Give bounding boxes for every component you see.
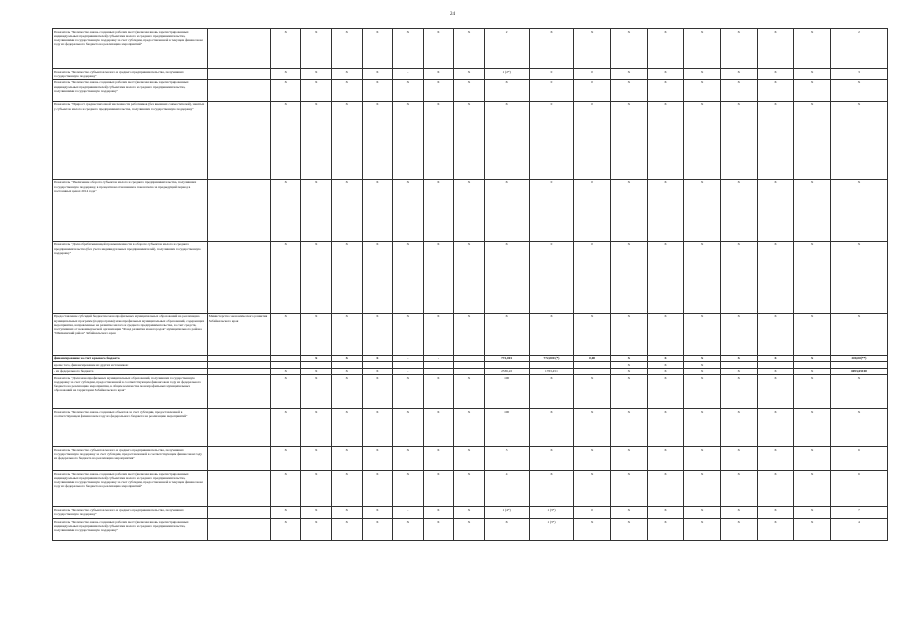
table-cell: X: [720, 507, 757, 519]
table-cell: X: [529, 409, 574, 447]
table-cell: 0: [574, 507, 611, 519]
table-cell: X: [794, 368, 831, 374]
table-cell: -: [393, 507, 424, 519]
table-cell: X: [647, 409, 684, 447]
table-cell: X: [301, 355, 332, 361]
row-description: Показатель "Количество вновь созданных рабочих мест (включая вновь зарегистрированных индивидуальных предпринимателей) субъектами малого и среднего предпринимательства, получившими государственную поддержку за счет субсидии, предоставленной в текущем финансовом году из федерального бюджета на реализацию мероприятий": [53, 471, 208, 507]
table-cell: X: [610, 507, 647, 519]
table-cell: X: [331, 241, 362, 313]
table-cell: 1763,451: [529, 368, 574, 374]
row-description: Показатель "Увеличение оборота субъектов малого и среднего предпринимательства, получивших государственную поддержку, в процентном отношении к показателю за предыдущий период в постоянных ценах 2014 года": [53, 179, 208, 241]
table-cell: X: [423, 507, 454, 519]
table-cell: X: [720, 355, 757, 361]
table-cell: X: [301, 375, 332, 409]
table-cell: X: [720, 313, 757, 355]
table-cell: X: [423, 241, 454, 313]
table-cell: X: [270, 101, 301, 179]
table-cell: X: [362, 101, 393, 179]
row-description: Показатель "Прирост среднесписочной численности работников (без внешних совместителей), занятых у субъектов малого и среднего предпринимательства, получивших государственную поддержку": [53, 101, 208, 179]
table-cell: X: [331, 179, 362, 241]
table-cell: X: [484, 313, 529, 355]
table-cell: X: [610, 355, 647, 361]
table-cell: X: [393, 101, 424, 179]
table-cell: 3: [484, 447, 529, 471]
row-description: финансирование за счет краевого бюджета: [53, 355, 208, 361]
table-cell: X: [331, 29, 362, 69]
table-cell: X: [610, 79, 647, 101]
table-cell: X: [423, 179, 454, 241]
table-cell: X: [393, 471, 424, 507]
table-cell: X: [757, 471, 794, 507]
table-cell: X: [270, 29, 301, 69]
table-cell: X: [423, 375, 454, 409]
table-cell: X: [270, 375, 301, 409]
table-cell: X: [830, 313, 887, 355]
table-cell: X: [423, 447, 454, 471]
table-cell: X: [757, 29, 794, 69]
table-cell: X: [454, 409, 485, 447]
table-cell: X: [529, 375, 574, 409]
table-cell: X: [647, 447, 684, 471]
table-cell: X: [331, 375, 362, 409]
table-cell: X: [684, 471, 721, 507]
row-description: Показатель "Доля обрабатывающей промышленности в обороте субъектов малого и среднего предпринимательства (без учета индивидуальных предпринимателей), получивших государственную поддержку": [53, 241, 208, 313]
table-cell: X: [393, 241, 424, 313]
table-cell: X: [610, 409, 647, 447]
table-cell: X: [794, 355, 831, 361]
table-cell: X: [830, 409, 887, 447]
table-cell: X: [301, 447, 332, 471]
table-row: [53, 519, 888, 541]
table-cell: X: [423, 29, 454, 69]
row-description: Показатель "Количество субъектов малого и среднего предпринимательства, получивших государственную поддержку": [53, 507, 208, 519]
table-cell: X: [757, 313, 794, 355]
table-cell: X: [684, 355, 721, 361]
table-cell: X: [484, 241, 529, 313]
table-row: [53, 375, 888, 409]
table-cell: X: [610, 447, 647, 471]
table-cell: X: [647, 29, 684, 69]
table-cell: X: [270, 519, 301, 541]
table-row: [53, 29, 888, 69]
table-cell: X: [362, 241, 393, 313]
table-cell: X: [484, 101, 529, 179]
table-cell: X: [794, 69, 831, 80]
table-cell: 4: [484, 471, 529, 507]
table-cell: X: [720, 29, 757, 69]
table-cell: X: [301, 179, 332, 241]
table-cell: X: [684, 79, 721, 101]
table-cell: X: [794, 519, 831, 541]
table-cell: X: [454, 375, 485, 409]
table-cell: X: [647, 355, 684, 361]
table-cell: X: [574, 409, 611, 447]
table-cell: 1 (3*): [529, 519, 574, 541]
table-cell: X: [529, 313, 574, 355]
table-cell: X: [720, 79, 757, 101]
table-cell: X: [331, 79, 362, 101]
responsible-executor: [207, 447, 270, 471]
table-cell: X: [610, 519, 647, 541]
responsible-executor: [207, 409, 270, 447]
table-cell: X: [757, 368, 794, 374]
table-cell: X: [362, 179, 393, 241]
table-cell: X: [270, 179, 301, 241]
table-cell: X: [362, 375, 393, 409]
table-cell: X: [423, 519, 454, 541]
table-cell: X: [757, 409, 794, 447]
table-cell: X: [647, 519, 684, 541]
table-cell: X: [393, 79, 424, 101]
table-cell: X: [610, 368, 647, 374]
table-cell: X: [393, 447, 424, 471]
table-cell: X: [301, 368, 332, 374]
table-cell: X: [610, 375, 647, 409]
table-cell: X: [647, 368, 684, 374]
table-cell: X: [647, 507, 684, 519]
table-cell: X: [270, 79, 301, 101]
table-cell: 4693,65100: [830, 368, 887, 374]
table-cell: -: [393, 355, 424, 361]
table-cell: X: [684, 519, 721, 541]
responsible-executor: [207, 519, 270, 541]
responsible-executor: [207, 69, 270, 80]
table-cell: X: [610, 101, 647, 179]
table-cell: X: [757, 447, 794, 471]
table-cell: X: [647, 79, 684, 101]
row-description: Показатель "Количество вновь созданных рабочих мест (включая вновь зарегистрированных индивидуальных предпринимателей) субъектами малого и среднего предпринимательства, получившими государственную поддержку": [53, 79, 208, 101]
table-cell: X: [331, 69, 362, 80]
table-cell: X: [362, 409, 393, 447]
page-number: 24: [450, 12, 455, 17]
table-cell: X: [647, 362, 684, 368]
table-cell: 200,00(**): [830, 355, 887, 361]
table-cell: X: [684, 69, 721, 80]
table-cell: X: [331, 507, 362, 519]
table-cell: X: [393, 179, 424, 241]
table-cell: X: [720, 179, 757, 241]
table-cell: X: [684, 368, 721, 374]
table-cell: X: [331, 313, 362, 355]
table-cell: X: [757, 375, 794, 409]
table-cell: X: [423, 409, 454, 447]
table-cell: X: [301, 29, 332, 69]
table-cell: X: [720, 375, 757, 409]
table-cell: 0: [574, 241, 611, 313]
table-cell: 2: [484, 29, 529, 69]
table-cell: X: [423, 101, 454, 179]
table-cell: X: [423, 471, 454, 507]
table-cell: X: [794, 471, 831, 507]
table-cell: 772,000 (*): [529, 355, 574, 361]
table-cell: X: [331, 447, 362, 471]
table-cell: X: [393, 519, 424, 541]
table-cell: 1 (3*): [529, 507, 574, 519]
table-cell: X: [830, 101, 887, 179]
table-cell: X: [830, 241, 887, 313]
table-cell: X: [331, 355, 362, 361]
table-cell: X: [684, 179, 721, 241]
table-cell: X: [362, 519, 393, 541]
table-cell: X: [454, 79, 485, 101]
table-cell: X: [529, 471, 574, 507]
table-row: [53, 179, 888, 241]
table-cell: 0,00: [574, 355, 611, 361]
table-cell: X: [610, 362, 647, 368]
row-description: Показатель "Количество субъектов малого и среднего предпринимательства, получивших государственную поддержку": [53, 69, 208, 80]
row-description: Показатель "Количество субъектов малого и среднего предпринимательства, получивших государственную поддержку за счет субсидии, предоставленной в соответствующем финансовом году из федерального бюджета на реализацию мероприятия": [53, 447, 208, 471]
row-description: Показатель "Доля монопрофильных муниципальных образований, получивших государственную поддержку за счет субсидии, предоставленной в соответствующем финансовом году из федерального бюджета на реализацию мероприятия, в общем количестве монопрофильных муниципальных образований на территории Забайкальского края": [53, 375, 208, 409]
table-cell: -: [423, 355, 454, 361]
row-description: Показатель "Количество вновь созданных объектов за счет субсидии, предоставленной в соответствующем финансовом году из федерального бюджета на реализацию мероприятий": [53, 409, 208, 447]
table-cell: X: [647, 179, 684, 241]
table-cell: X: [362, 69, 393, 80]
table-cell: X: [484, 79, 529, 101]
table-cell: X: [720, 101, 757, 179]
table-row: [53, 313, 888, 355]
table-cell: 0: [529, 101, 574, 179]
table-cell: X: [270, 313, 301, 355]
table-row: [53, 79, 888, 101]
table-cell: 772,001: [484, 355, 529, 361]
table-cell: X: [757, 355, 794, 361]
table-cell: X: [301, 241, 332, 313]
table-cell: X: [362, 447, 393, 471]
table-cell: X: [794, 313, 831, 355]
responsible-executor: [207, 101, 270, 179]
table-cell: X: [647, 313, 684, 355]
table-cell: 7: [830, 507, 887, 519]
table-cell: X: [393, 313, 424, 355]
table-cell: X: [454, 447, 485, 471]
table-cell: X: [270, 507, 301, 519]
table-row: [53, 471, 888, 507]
table-cell: X: [684, 409, 721, 447]
table-cell: X: [720, 447, 757, 471]
table-cell: X: [454, 313, 485, 355]
table-cell: X: [331, 471, 362, 507]
table-cell: 0: [529, 69, 574, 80]
table-cell: X: [794, 409, 831, 447]
table-cell: X: [393, 375, 424, 409]
table-cell: X: [720, 409, 757, 447]
table-cell: X: [610, 69, 647, 80]
table-cell: X: [454, 507, 485, 519]
table-cell: X: [362, 29, 393, 69]
table-cell: X: [684, 241, 721, 313]
table-cell: X: [529, 29, 574, 69]
table-cell: X: [484, 519, 529, 541]
table-cell: X: [529, 447, 574, 471]
table-cell: X: [720, 519, 757, 541]
table-cell: X: [830, 79, 887, 101]
table-cell: X: [720, 368, 757, 374]
table-row: [53, 507, 888, 519]
table-cell: X: [574, 375, 611, 409]
table-cell: X: [454, 101, 485, 179]
table-cell: 6: [830, 471, 887, 507]
responsible-executor: [207, 375, 270, 409]
table-cell: 0: [574, 179, 611, 241]
table-cell: 0: [574, 79, 611, 101]
table-cell: 6: [830, 447, 887, 471]
table-cell: X: [794, 375, 831, 409]
table-cell: 0: [529, 179, 574, 241]
responsible-executor: [207, 471, 270, 507]
table-cell: X: [794, 29, 831, 69]
table-cell: X: [331, 368, 362, 374]
table-cell: X: [574, 471, 611, 507]
row-description: кроме того, финансирование из других источников:: [53, 362, 208, 368]
table-cell: X: [794, 241, 831, 313]
table-cell: 2: [830, 29, 887, 69]
responsible-executor: [207, 241, 270, 313]
table-cell: 0: [529, 79, 574, 101]
table-cell: X: [794, 507, 831, 519]
responsible-executor: Министерство экономического развития Забайкальского края: [207, 313, 270, 355]
table-cell: X: [757, 507, 794, 519]
table-cell: X: [454, 179, 485, 241]
table-cell: X: [830, 375, 887, 409]
table-cell: X: [647, 471, 684, 507]
table-body: [53, 29, 888, 541]
table-cell: 3: [830, 69, 887, 80]
table-cell: X: [270, 69, 301, 80]
table-cell: X: [484, 179, 529, 241]
table-cell: X: [610, 241, 647, 313]
table-row: [53, 447, 888, 471]
table-cell: X: [610, 471, 647, 507]
table-row: [53, 241, 888, 313]
row-description: Показатель "Количество вновь созданных рабочих мест (включая вновь зарегистрированных индивидуальных предпринимателей) субъектами малого и среднего предпринимательства, получившими государственную поддержку за счет субсидии, предоставленной в текущем финансовом году из федерального бюджета на реализацию мероприятий": [53, 29, 208, 69]
table-cell: X: [610, 313, 647, 355]
table-cell: X: [454, 69, 485, 80]
table-cell: X: [270, 447, 301, 471]
table-cell: X: [684, 447, 721, 471]
table-cell: X: [684, 101, 721, 179]
table-cell: X: [301, 519, 332, 541]
table-cell: X: [720, 69, 757, 80]
table-cell: X: [684, 507, 721, 519]
table-cell: X: [362, 79, 393, 101]
table-cell: X: [423, 79, 454, 101]
responsible-executor: [207, 507, 270, 519]
table-cell: X: [574, 29, 611, 69]
table-cell: X: [270, 409, 301, 447]
table-cell: X: [647, 101, 684, 179]
table-cell: X: [270, 368, 301, 374]
table-cell: 100: [484, 375, 529, 409]
table-cell: X: [610, 179, 647, 241]
table-cell: X: [301, 507, 332, 519]
table-cell: 0: [574, 69, 611, 80]
table-cell: X: [270, 241, 301, 313]
responsible-executor: [207, 79, 270, 101]
table-cell: X: [301, 409, 332, 447]
table-cell: X: [423, 69, 454, 80]
table-cell: X: [757, 101, 794, 179]
table-cell: X: [301, 69, 332, 80]
table-cell: X: [647, 69, 684, 80]
table-cell: X: [830, 179, 887, 241]
table-cell: X: [794, 79, 831, 101]
table-cell: X: [794, 101, 831, 179]
table-cell: X: [270, 471, 301, 507]
table-row: [53, 101, 888, 179]
table-cell: X: [757, 79, 794, 101]
table-cell: X: [647, 241, 684, 313]
table-cell: X: [720, 241, 757, 313]
table-cell: X: [684, 313, 721, 355]
table-cell: 4: [830, 519, 887, 541]
table-cell: X: [684, 362, 721, 368]
table-cell: 1 (2*): [484, 69, 529, 80]
table-cell: 100: [484, 409, 529, 447]
table-cell: X: [331, 409, 362, 447]
table-cell: X: [362, 355, 393, 361]
row-description: Показатель "Количество вновь созданных рабочих мест (включая вновь зарегистрированных индивидуальных предпринимателей) субъектами малого и среднего предпринимательства, получившими государственную поддержку": [53, 519, 208, 541]
table-cell: X: [301, 79, 332, 101]
table-cell: X: [362, 368, 393, 374]
table-cell: X: [757, 69, 794, 80]
table-cell: 2336,22: [484, 368, 529, 374]
table-row: [53, 69, 888, 80]
table-cell: -: [393, 69, 424, 80]
table-cell: X: [331, 519, 362, 541]
program-indicators-table: [52, 28, 888, 541]
table-cell: X: [647, 375, 684, 409]
table-cell: X: [454, 471, 485, 507]
table-cell: X: [362, 471, 393, 507]
row-description: Предоставление субсидий бюджетам монопрофильных муниципальных образований на реализацию муниципальных программ (подпрограмм) монопрофильных муниципальных образований, содержащих мероприятия, направленные на развитие малого и среднего предпринимательства, за счет средств, поступивших от некоммерческой организации "Фонд развития моногородов" муниципального района "Шилкинский район" Забайкальского края: [53, 313, 208, 355]
table-cell: -: [393, 368, 424, 374]
table-cell: X: [610, 29, 647, 69]
row-description: - из федерального бюджета: [53, 368, 208, 374]
table-cell: X: [684, 375, 721, 409]
table-cell: 0: [574, 101, 611, 179]
table-cell: X: [301, 313, 332, 355]
table-cell: X: [393, 29, 424, 69]
table-cell: X: [757, 179, 794, 241]
table-cell: 0: [529, 241, 574, 313]
table-cell: X: [362, 313, 393, 355]
table-cell: X: [720, 471, 757, 507]
table-cell: X: [301, 101, 332, 179]
table-cell: X: [794, 179, 831, 241]
table-cell: X: [794, 447, 831, 471]
table-cell: X: [362, 507, 393, 519]
table-cell: X: [757, 241, 794, 313]
table-cell: X: [574, 313, 611, 355]
table-cell: X: [301, 471, 332, 507]
table-cell: X: [454, 519, 485, 541]
table-cell: X: [684, 29, 721, 69]
table-cell: X: [757, 519, 794, 541]
table-cell: X: [454, 241, 485, 313]
table-cell: X: [423, 313, 454, 355]
table-cell: X: [454, 29, 485, 69]
table-cell: X: [574, 519, 611, 541]
responsible-executor: [207, 179, 270, 241]
table-cell: X: [574, 447, 611, 471]
responsible-executor: [207, 29, 270, 69]
table-cell: X: [331, 101, 362, 179]
table-cell: X: [393, 409, 424, 447]
table-row: [53, 409, 888, 447]
table-cell: 1 (4*): [484, 507, 529, 519]
